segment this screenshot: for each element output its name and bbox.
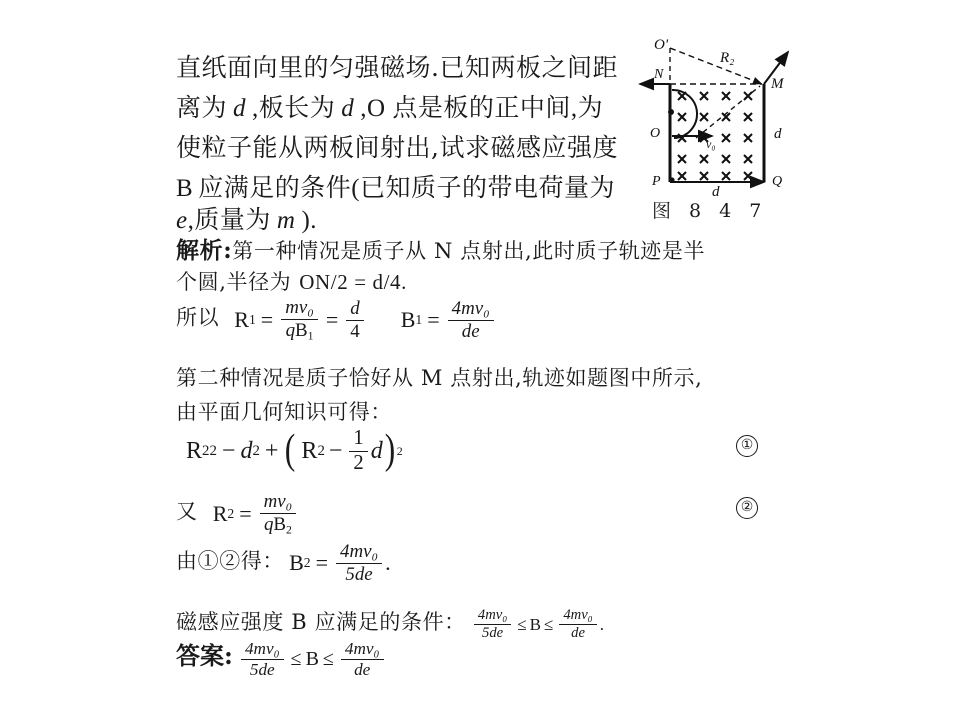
solution-label-colon: : (223, 237, 233, 264)
solution-case1-text: 第一种情况是质子从 N 点射出,此时质子轨迹是半 (232, 239, 706, 263)
final-right-num: 4mv₀ (559, 608, 596, 625)
eq2-Rsub: 2 (227, 506, 235, 522)
variable-e: e (176, 207, 188, 234)
eq2-den-Bsub: 2 (286, 523, 292, 537)
eq2-den (260, 514, 296, 537)
eq-R1-num2: d (346, 299, 363, 321)
answer-right-den: de (354, 660, 371, 679)
solution-case1-text-b: 个圆,半径为 (176, 270, 292, 294)
eq-R1-equals: = (260, 307, 274, 333)
equation-two-tag (736, 496, 758, 519)
figure-label-R2: R₂ (720, 50, 735, 66)
problem-line-5-text: ,质量为 (187, 207, 271, 234)
eq1-paren-close: ) (384, 427, 395, 474)
conclusion-B: B (289, 550, 304, 576)
radius-R2-dashed (670, 48, 762, 84)
solution-label: 解析 (176, 237, 224, 264)
variable-m: m (276, 207, 296, 234)
eq2-den-q: q (263, 513, 274, 535)
figure-label-O: O (650, 126, 661, 141)
answer-left-fraction (241, 640, 284, 679)
answer-left-num: 4mv₀ (241, 640, 284, 660)
final-right-den: de (571, 625, 585, 641)
problem-line-3: 使粒子能从两板间射出,试求磁感应强度 (176, 133, 618, 162)
entry-point-dot (668, 109, 674, 115)
answer-left-den: 5de (249, 660, 275, 679)
final-right-fraction (559, 608, 596, 642)
eq1-Rsup: 2 (209, 442, 217, 459)
eq-R1-fraction-1 (281, 298, 318, 342)
answer-le-1: ≤ (290, 648, 302, 670)
eq1-half-den: 2 (353, 451, 364, 474)
eq1-half-fraction (349, 428, 367, 474)
eq-R1-den1-B: B (295, 319, 308, 341)
answer-le-2: ≤ (322, 648, 334, 670)
eq1-dsup: 2 (252, 442, 260, 459)
eq-R1-den1-Bsub: 1 (307, 329, 314, 343)
conclusion-equals: = (315, 550, 329, 576)
problem-line-4 (176, 168, 615, 204)
corner-dot-P (669, 177, 674, 182)
answer-colon: : (224, 641, 233, 670)
figure-label-v0: v₀ (706, 137, 716, 151)
final-B: B (529, 614, 541, 634)
circled-number-1: ① (736, 435, 758, 457)
solution-case1-line-2 (176, 266, 407, 296)
problem-line-2-text-b: ,板长为 (252, 95, 336, 122)
eq2-den-B: B (273, 513, 287, 535)
solution-case2-line-1: 第二种情况是质子恰好从 M 点射出,轨迹如题图中所示, (176, 366, 703, 390)
circled-number-2: ② (736, 497, 758, 519)
answer-line (176, 636, 387, 679)
equation-one (186, 428, 403, 474)
eq-R1-den2: 4 (350, 320, 360, 342)
eq1-inner-R: R (301, 437, 318, 464)
problem-line-2-text-c: ,O 点是板的正中间,为 (360, 95, 604, 122)
solution-case1-math: ON/2 = d/4. (299, 270, 407, 294)
eq-B1-fraction (448, 299, 494, 342)
equation-two-prefix: 又 (176, 499, 198, 524)
answer-B: B (305, 648, 319, 670)
eq-B1-den: de (461, 320, 480, 342)
eq1-R: R (186, 437, 203, 464)
conclusion-num: 4mv₀ (336, 542, 382, 564)
equation-R1 (176, 298, 497, 342)
eq-R1-num1: mv₀ (281, 298, 318, 320)
problem-line-4-text: 应满足的条件(已知质子的带电荷量为 (198, 175, 616, 202)
eq-R1-den1-q: q (285, 319, 296, 341)
eq-B1-sub: 1 (415, 312, 423, 328)
problem-line-1: 直纸面向里的匀强磁场.已知两板之间距 (176, 53, 618, 82)
eq-R1-R: R (234, 307, 249, 333)
conclusion-Bsub: 2 (303, 555, 311, 571)
final-period: . (599, 614, 605, 634)
solution-case1-line-1 (176, 232, 705, 265)
equation-one-tag (736, 434, 758, 457)
figure-label-d-bottom: d (712, 184, 720, 200)
eq2-num: mv₀ (260, 492, 297, 514)
conclusion-fraction (336, 542, 382, 585)
eq1-minus: − (221, 437, 236, 464)
problem-line-5 (176, 200, 317, 236)
physics-diagram (638, 34, 818, 220)
answer-right-num: 4mv₀ (341, 640, 384, 660)
eq1-inner-minus: − (328, 437, 343, 464)
equation-R1-prefix: 所以 (176, 305, 220, 330)
eq1-paren-open: ( (285, 427, 296, 474)
variable-d-1: d (233, 95, 247, 122)
eq-B1-equals: = (427, 307, 440, 333)
problem-line-5-end: ). (301, 207, 318, 234)
problem-line-2 (176, 88, 603, 124)
answer-label: 答案 (176, 641, 224, 670)
answer-right-fraction (341, 640, 384, 679)
eq1-d: d (240, 437, 253, 464)
eq1-inner-Rsub: 2 (317, 442, 325, 459)
eq1-outer-sup: 2 (396, 443, 403, 458)
conclusion-period: . (385, 550, 391, 576)
eq1-plus: + (264, 437, 279, 464)
figure-label-Q: Q (772, 174, 783, 189)
figure-label-P: P (652, 174, 661, 189)
eq-R1-sub: 1 (248, 312, 256, 328)
figure-caption: 图 8 4 7 (652, 200, 768, 222)
conclusion-prefix: 由①②得： (176, 548, 284, 573)
figure-label-d-right: d (774, 126, 782, 142)
eq1-Rsub: 2 (202, 442, 210, 459)
eq2-equals: = (239, 501, 252, 527)
eq-B1-B: B (400, 307, 416, 333)
eq1-half-num: 1 (349, 428, 367, 452)
eq2-R: R (212, 501, 228, 527)
problem-line-2-text-a: 离为 (176, 95, 228, 122)
equation-two (176, 492, 299, 536)
final-condition-prefix: 磁感应强度 B 应满足的条件： (176, 610, 466, 634)
solution-case2-line-2: 由平面几何知识可得： (176, 400, 392, 424)
eq1-inner-d: d (370, 437, 383, 464)
eq-R1-equals-2: = (325, 307, 339, 333)
final-le-1: ≤ (517, 614, 527, 634)
final-left-fraction (474, 608, 511, 642)
eq-R1-den1 (282, 320, 318, 343)
figure-label-N: N (654, 67, 664, 82)
final-left-num: 4mv₀ (474, 608, 511, 625)
solution-conclusion (176, 542, 391, 585)
final-le-2: ≤ (544, 614, 554, 634)
eq-R1-fraction-2 (346, 299, 363, 342)
variable-d-2: d (341, 95, 355, 122)
eq2-fraction (260, 492, 297, 536)
eq-B1-num: 4mv₀ (448, 299, 494, 321)
figure-label-o-prime: O' (654, 37, 669, 53)
variable-B: B (176, 175, 194, 202)
final-left-den: 5de (482, 625, 504, 641)
figure-label-M: M (771, 76, 784, 92)
conclusion-den: 5de (345, 563, 373, 585)
